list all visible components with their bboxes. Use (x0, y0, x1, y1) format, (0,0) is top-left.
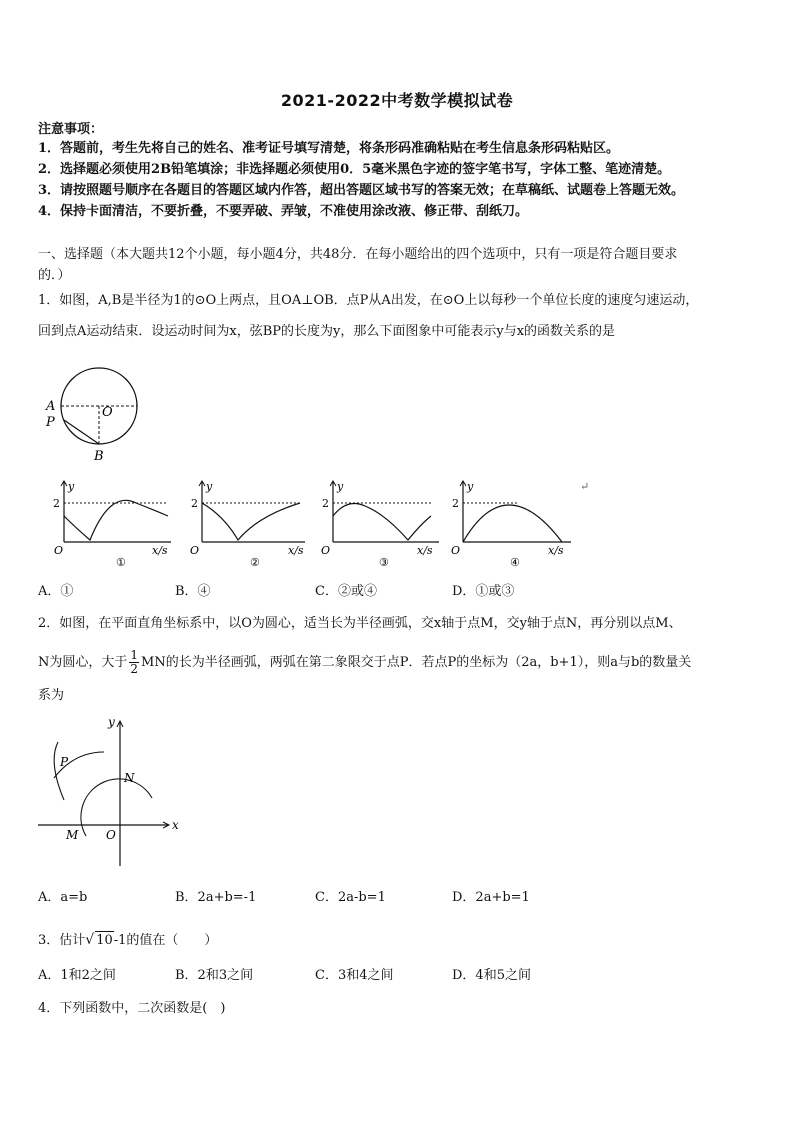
label-a: A (46, 399, 56, 414)
q2-option-a[interactable]: A．a=b (38, 890, 88, 905)
axis-x-label: x/s (288, 544, 304, 557)
q1-option-c[interactable]: C．②或④ (315, 584, 377, 599)
axis-x-label: x/s (417, 544, 433, 557)
q3-option-d[interactable]: D．4和5之间 (452, 968, 531, 983)
q1-graph-2 (178, 476, 313, 571)
question-2-text-cont (38, 649, 691, 676)
q3-option-b[interactable]: B．2和3之间 (175, 968, 254, 983)
label-p: P (46, 415, 55, 430)
notice-item: 3．请按照题号顺序在各题目的答题区域内作答，超出答题区域书写的答案无效；在草稿纸、试题卷上答题无效。 (38, 183, 685, 198)
question-1-text-cont: 回到点A运动结束．设运动时间为x，弦BP的长度为y，那么下面图象中可能表示y与x的函数关系的是 (38, 324, 616, 339)
origin-label: O (321, 544, 331, 557)
question-3-text (38, 931, 217, 949)
graph-number: ④ (510, 556, 520, 569)
notice-item: 4．保持卡面清洁，不要折叠，不要弄破、弄皱，不准使用涂改液、修正带、刮纸刀。 (38, 204, 529, 219)
q1-graph-3 (313, 476, 448, 571)
label-n: N (124, 771, 135, 785)
label-o: O (106, 828, 116, 842)
q1-graph-1 (38, 476, 178, 571)
notice-heading: 注意事项： (38, 122, 104, 137)
section-heading: 一、选择题（本大题共12个小题，每小题4分，共48分．在每小题给出的四个选项中，只有一项是符合题目要求 (38, 247, 678, 262)
axis-y-label: y (68, 480, 75, 493)
axis-x-label: x (172, 818, 179, 832)
q2-text-part: MN的长为半径画弧，两弧在第二象限交于点P．若点P的坐标为（2a，b+1），则a与b的数量关 (141, 655, 692, 670)
q2-option-c[interactable]: C．2a-b=1 (315, 890, 386, 905)
graph-number: ③ (379, 556, 389, 569)
notice-item: 2．选择题必须使用2B铅笔填涂；非选择题必须使用0．5毫米黑色字迹的签字笔书写，字体工整、笔迹清楚。 (38, 162, 671, 177)
label-b: B (94, 449, 104, 464)
graph-number: ② (250, 556, 260, 569)
question-4-text: 4．下列函数中，二次函数是( ) (38, 1001, 226, 1016)
label-o: O (102, 405, 113, 420)
fraction (129, 649, 139, 676)
fraction-denominator: 2 (130, 662, 139, 676)
q3-text-part: -1的值在（ ） (113, 933, 218, 948)
tick-label: 2 (322, 497, 329, 510)
axis-y-label: y (467, 480, 474, 493)
q3-text-part: 3．估计 (38, 933, 86, 948)
q2-text-part: N为圆心，大于 (38, 655, 128, 670)
origin-label: O (190, 544, 200, 557)
q3-option-a[interactable]: A．1和2之间 (38, 968, 116, 983)
axis-x-label: x/s (152, 544, 168, 557)
label-m: M (66, 828, 79, 842)
q2-option-d[interactable]: D．2a+b=1 (452, 890, 530, 905)
q2-option-b[interactable]: B．2a+b=-1 (175, 890, 257, 905)
graph-number: ① (116, 556, 126, 569)
page-title: 2021-2022中考数学模拟试卷 (280, 91, 514, 110)
question-2-text: 2．如图，在平面直角坐标系中，以O为圆心，适当长为半径画弧，交x轴于点M，交y轴于点N，再分别以点M、 (38, 616, 682, 631)
q1-graph-4 (446, 476, 586, 571)
notice-item: 1．答题前，考生先将自己的姓名、准考证号填写清楚，将条形码准确粘贴在考生信息条形码粘贴区。 (38, 141, 620, 156)
fraction-numerator: 1 (130, 648, 139, 662)
axis-y-label: y (337, 480, 344, 493)
q1-option-d[interactable]: D．①或③ (452, 584, 515, 599)
tick-label: 2 (452, 497, 459, 510)
q2-coordinate-figure (34, 712, 184, 872)
axis-y-label: y (206, 480, 213, 493)
axis-x-label: x/s (548, 544, 564, 557)
question-2-text-end: 系为 (38, 688, 65, 703)
section-heading-cont: 的．） (38, 268, 71, 283)
q1-option-a[interactable]: A．① (38, 584, 74, 599)
q3-option-c[interactable]: C．3和4之间 (315, 968, 394, 983)
label-p: P (60, 755, 69, 769)
tick-label: 2 (191, 497, 198, 510)
tick-label: 2 (53, 497, 60, 510)
sqrt-radicand: 10 (96, 933, 113, 948)
origin-label: O (451, 544, 461, 557)
q1-option-b[interactable]: B．④ (175, 584, 211, 599)
return-mark: ↵ (580, 480, 590, 493)
axis-y-label: y (108, 715, 115, 729)
sqrt-sign: √ (85, 932, 95, 948)
q1-circle-figure (38, 356, 148, 466)
question-1-text: 1．如图，A,B是半径为1的⊙O上两点，且OA⊥OB．点P从A出发，在⊙O上以每秒一个单位长度的速度匀速运动， (38, 293, 699, 308)
origin-label: O (54, 544, 64, 557)
